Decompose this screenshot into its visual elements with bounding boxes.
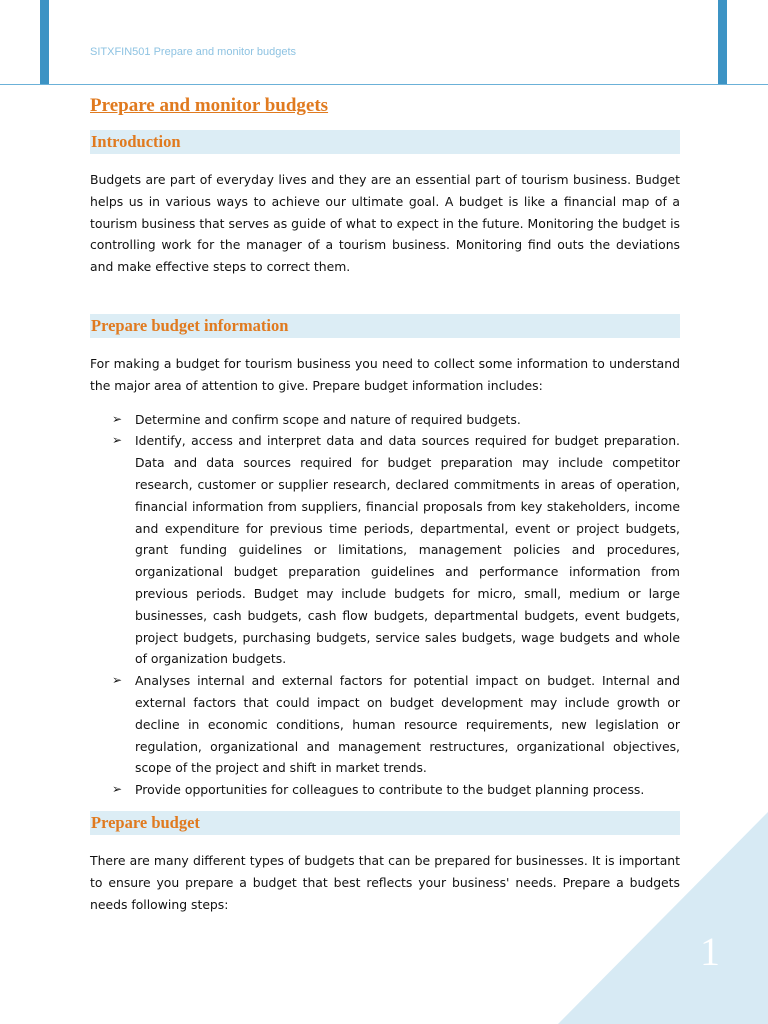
list-item: ➢ Provide opportunities for colleagues to contribute to the budget planning process. xyxy=(135,779,680,801)
document-title: Prepare and monitor budgets xyxy=(90,95,329,116)
arrow-bullet-icon: ➢ xyxy=(112,782,123,797)
arrow-bullet-icon: ➢ xyxy=(112,411,123,426)
budget-information-list xyxy=(90,409,680,801)
prepare-budget-paragraph: There are many different types of budgets that can be prepared for businesses. It is important to ensure you prepare a budget that best reflects your business' needs. Prepare a budgets needs following steps: xyxy=(90,852,680,912)
page-number: 1 xyxy=(700,929,720,974)
section-heading-introduction: Introduction xyxy=(90,130,680,154)
document-body xyxy=(90,94,680,915)
introduction-paragraph: Budgets are part of everyday lives and they are an essential part of tourism business. Budget helps us in various ways to achieve our ultimate goal. A budget is like a financial map of a tourism business that serves as guide of what to expect in the future. Monitoring the budget is controlling work for the manager of a tourism business. Monitoring find outs the deviations and make effective steps to correct them. xyxy=(90,172,680,275)
budget-information-paragraph: For making a budget for tourism business you need to collect some information to understand the major area of attention to give. Prepare budget information includes: xyxy=(90,355,680,393)
arrow-bullet-icon: ➢ xyxy=(112,433,123,448)
list-item: ➢ Identify, access and interpret data and data sources required for budget preparation. Data and data sources required for budget preparation may include competitor research, customer or supplier research, declared commitments in areas of operation, financial information from suppliers, financial proposals from key stakeholders, income and expenditure for previous time periods, departmental, event or project budgets, grant funding guidelines or limitations, management policies and procedures, organizational budget preparation guidelines and performance information from previous periods. Budget may include budgets for micro, small, medium or large businesses, cash budgets, cash flow budgets, departmental budgets, event budgets, project budgets, purchasing budgets, service sales budgets, wage budgets and whole of organization budgets. xyxy=(135,430,680,670)
running-header: SITXFIN501 Prepare and monitor budgets xyxy=(90,46,297,58)
header-divider xyxy=(0,84,768,85)
right-header-bar xyxy=(718,0,727,84)
list-item: ➢ Analyses internal and external factors for potential impact on budget. Internal and external factors that could impact on budget development may include growth or decline in economic conditions, human resource requirements, new legislation or regulation, organizational and management restructures, organizational objectives, scope of the project and shift in market trends. xyxy=(135,670,680,779)
list-item: ➢ Determine and confirm scope and nature of required budgets. xyxy=(135,409,680,431)
section-heading-prepare-budget-information: Prepare budget information xyxy=(90,314,680,338)
section-heading-prepare-budget: Prepare budget xyxy=(90,811,680,835)
arrow-bullet-icon: ➢ xyxy=(112,673,123,688)
left-header-bar xyxy=(40,0,49,84)
